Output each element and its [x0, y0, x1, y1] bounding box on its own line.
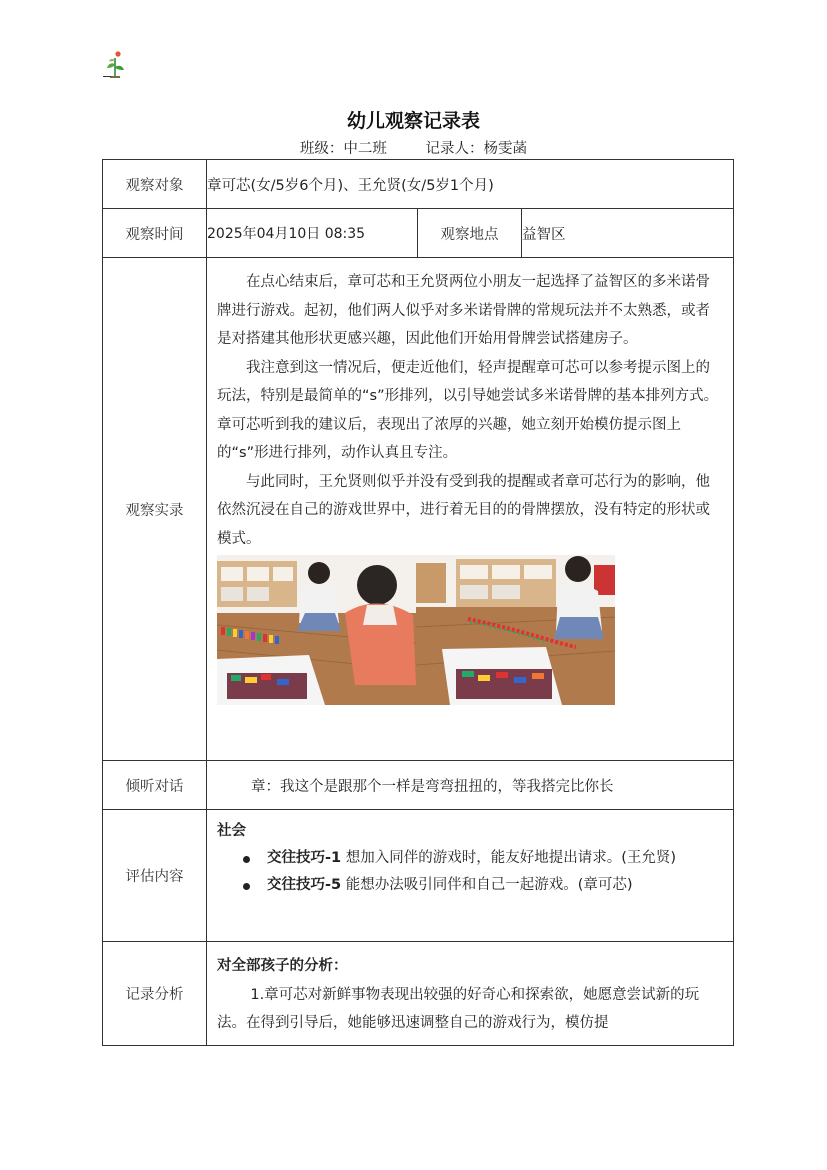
recorder-label: 记录人：杨雯菡: [425, 141, 528, 157]
row-analysis: [103, 942, 734, 1046]
evaluation-label: 评估内容: [103, 810, 207, 942]
document-title: 幼儿观察记录表: [346, 110, 480, 132]
subject-label: 观察对象: [103, 160, 207, 209]
analysis-heading: 对全部孩子的分析：: [217, 958, 348, 974]
evaluation-code: 交往技巧-1: [267, 850, 342, 866]
record-paragraph: 我注意到这一情况后，便走近他们，轻声提醒章可芯可以参考提示图上的玩法，特别是最简单的“s”形排列，以引导她尝试多米诺骨牌的基本排列方式。章可芯听到我的建议后，表现出了浓厚的兴趣，她立刻开始模仿提示图上的“s”形进行排列，动作认真且专注。: [217, 359, 719, 461]
record-paragraph: 在点心结束后，章可芯和王允贤两位小朋友一起选择了益智区的多米诺骨牌进行游戏。起初，他们两人似乎对多米诺骨牌的常规玩法并不太熟悉，或者是对搭建其他形状更感兴趣，因此他们开始用骨牌尝试搭建房子。: [217, 274, 710, 347]
row-evaluation: [103, 810, 734, 942]
evaluation-item: [243, 872, 721, 899]
observation-photos: [217, 555, 721, 705]
analysis-text: 1.章可芯对新鲜事物表现出较强的好奇心和探索欲，她愿意尝试新的玩法。在得到引导后，她能够迅速调整自己的游戏行为，模仿提: [217, 986, 700, 1031]
evaluation-item: [243, 845, 721, 872]
dialogue-value: 章：我这个是跟那个一样是弯弯扭扭的，等我搭完比你长: [207, 761, 734, 810]
record-label: 观察实录: [103, 258, 207, 761]
evaluation-code: 交往技巧-5: [267, 877, 342, 893]
time-value: 2025年04月10日 08:35: [207, 209, 418, 258]
document-subtitle: [0, 137, 827, 158]
logo-underline: [103, 76, 111, 77]
evaluation-text: 能想办法吸引同伴和自己一起游戏。(章可芯): [341, 877, 633, 893]
row-time: [103, 209, 734, 258]
row-subject: [103, 160, 734, 209]
analysis-content: [207, 942, 734, 1046]
time-label: 观察时间: [103, 209, 207, 258]
analysis-label: 记录分析: [103, 942, 207, 1046]
observation-photo-2: [416, 555, 615, 705]
evaluation-list: [217, 845, 721, 899]
row-dialogue: [103, 761, 734, 810]
subject-value: 章可芯(女/5岁6个月)、王允贤(女/5岁1个月): [207, 160, 734, 209]
observation-table: [102, 159, 734, 1046]
location-value: 益智区: [522, 209, 734, 258]
class-label: 班级：中二班: [299, 141, 387, 157]
observation-photo-1: [217, 555, 416, 705]
dialogue-label: 倾听对话: [103, 761, 207, 810]
row-record: [103, 258, 734, 761]
location-label: 观察地点: [418, 209, 522, 258]
evaluation-domain: 社会: [217, 823, 246, 839]
record-paragraph: 与此同时，王允贤则似乎并没有受到我的提醒或者章可芯行为的影响，他依然沉浸在自己的游戏世界中，进行着无目的的骨牌摆放，没有特定的形状或模式。: [217, 473, 710, 547]
evaluation-text: 想加入同伴的游戏时，能友好地提出请求。(王允贤): [341, 850, 677, 866]
evaluation-content: [207, 810, 734, 942]
record-content: [207, 258, 734, 761]
